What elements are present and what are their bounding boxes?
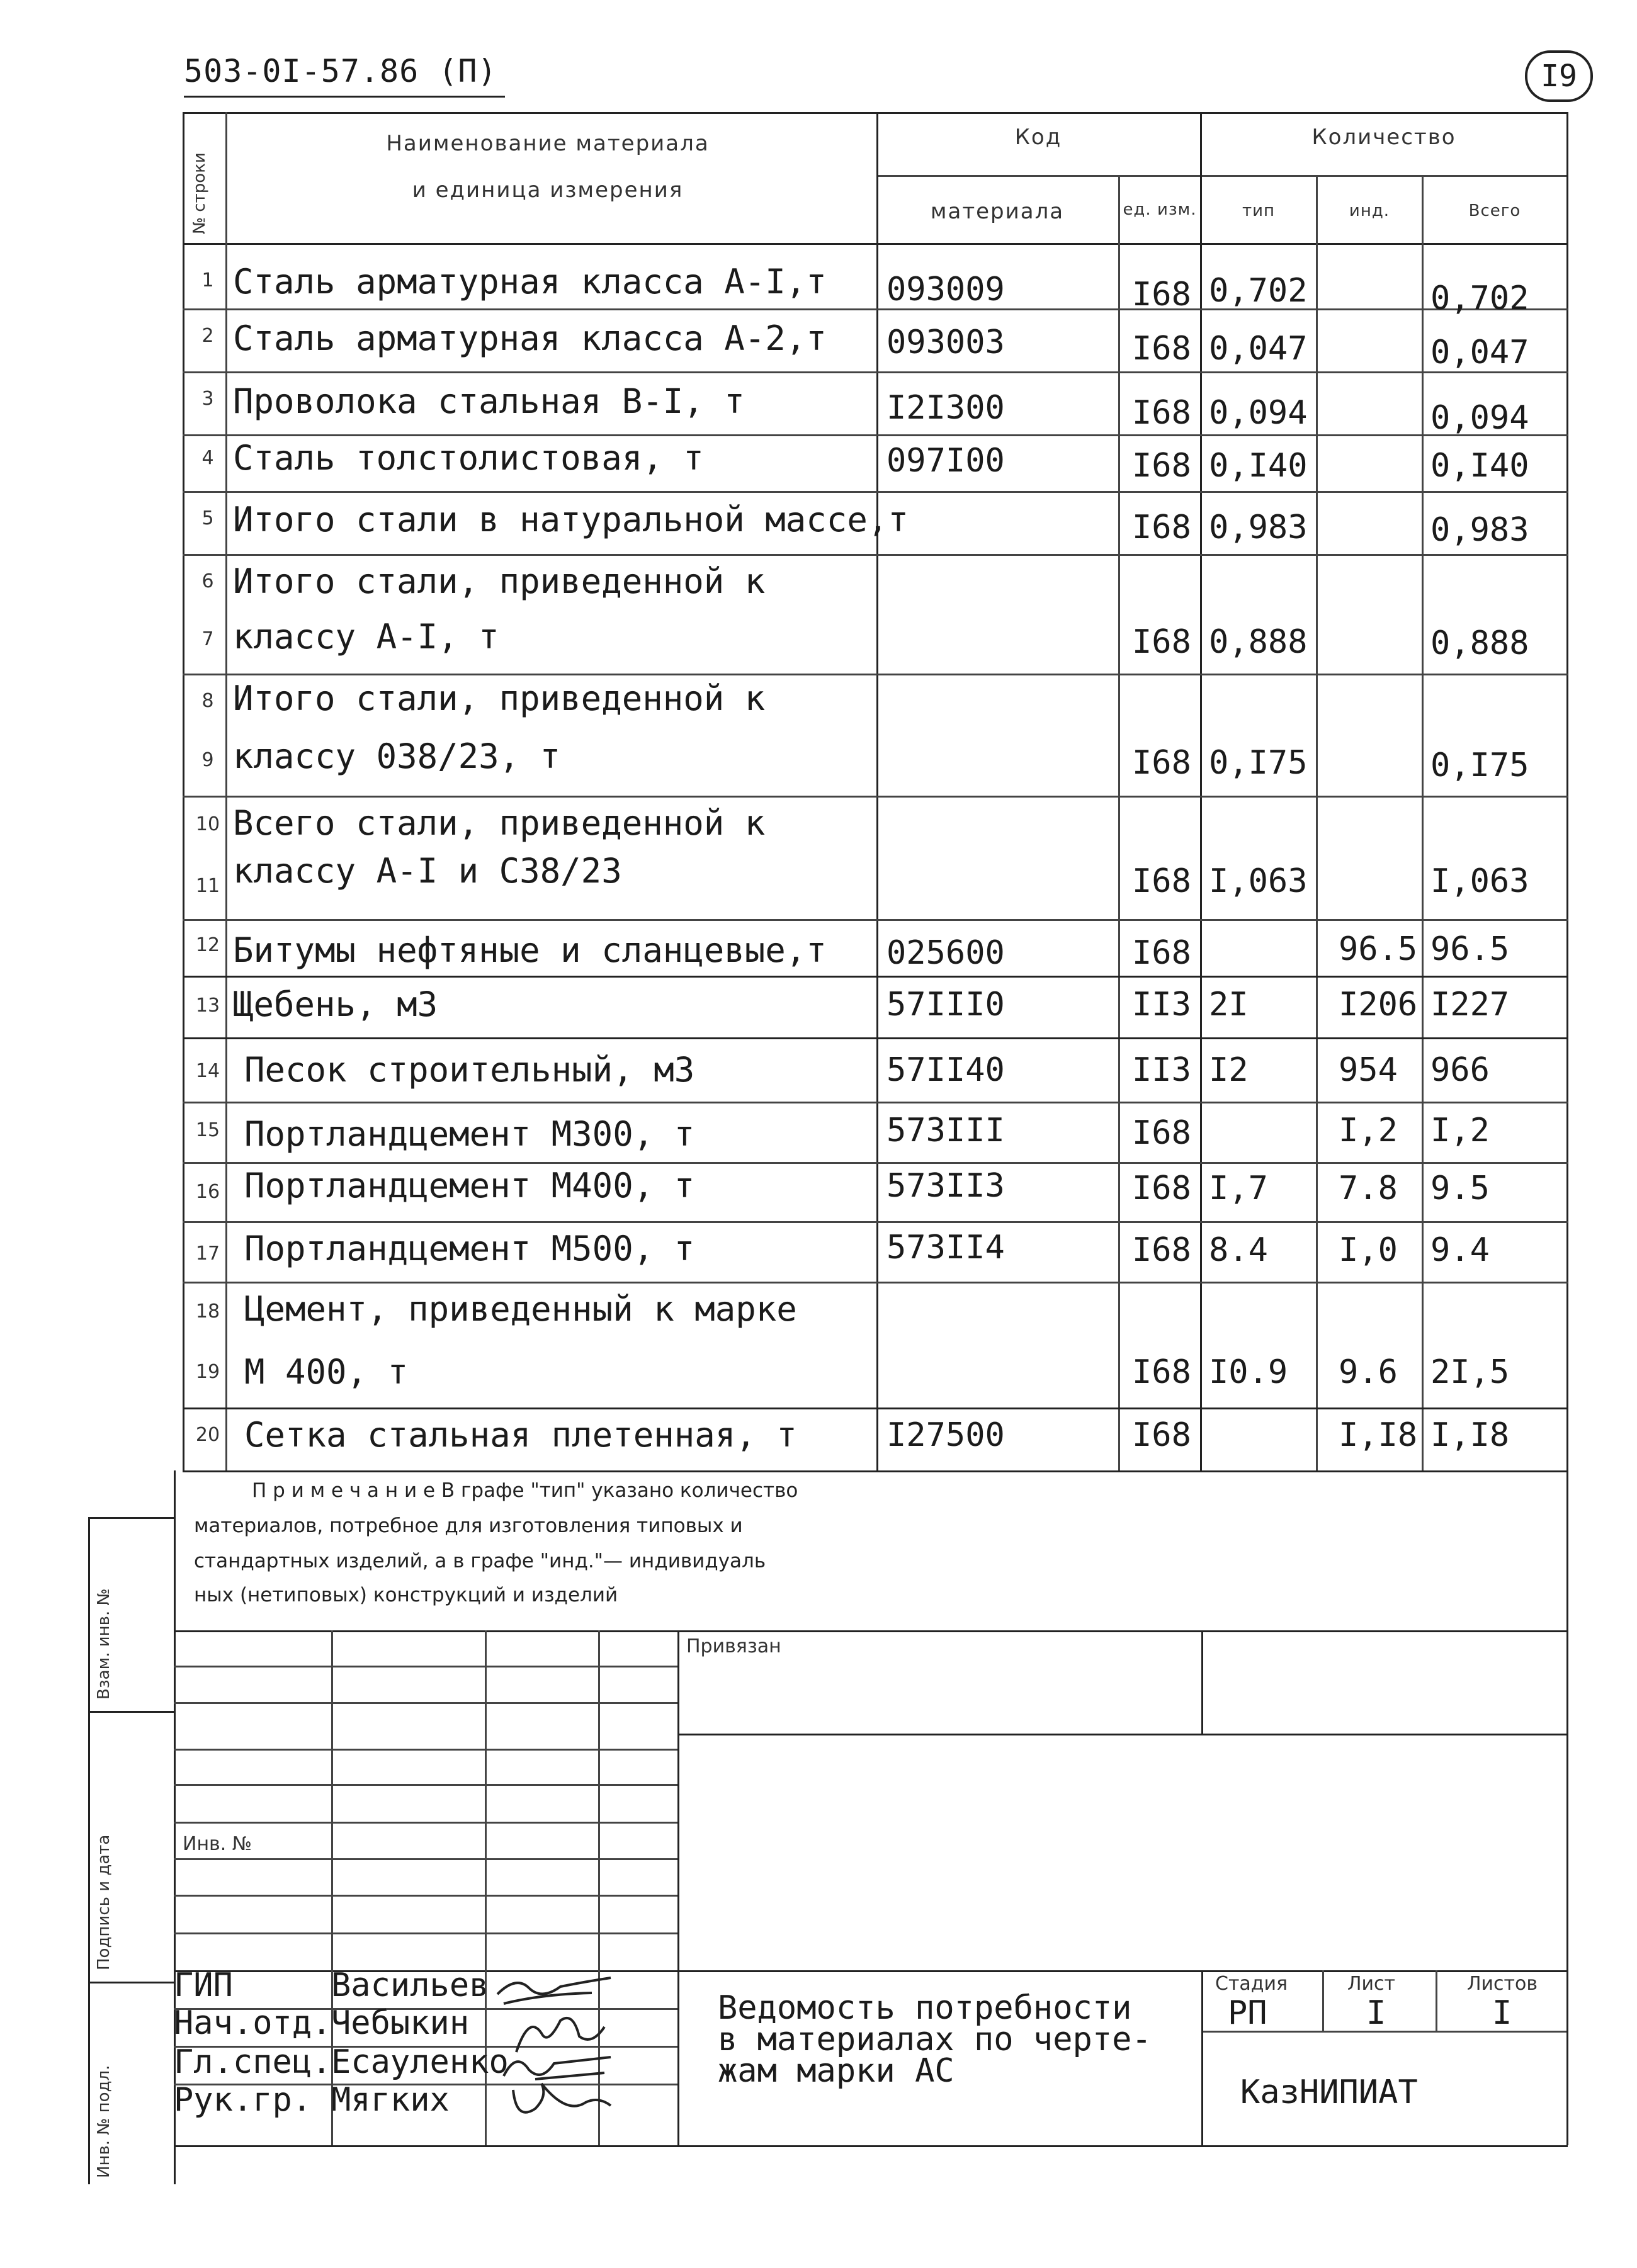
material-name: классу 038/23, т <box>233 736 561 776</box>
row-number: 6 <box>201 570 214 592</box>
inv-no-label: Инв. № <box>183 1833 252 1855</box>
row-number: 8 <box>201 690 214 712</box>
material-name: Портландцемент М400, т <box>244 1166 695 1205</box>
stamp-line <box>174 1702 677 1704</box>
material-name: Сталь толстолистовая, т <box>233 438 704 478</box>
qty-typ: 0,047 <box>1209 330 1308 368</box>
material-code: 573II3 <box>886 1167 1005 1205</box>
side-line <box>88 1982 175 1983</box>
row-line <box>183 796 1568 798</box>
qty-ind: 96.5 <box>1339 930 1418 968</box>
header-total: Всего <box>1468 201 1521 220</box>
qty-total: 0,I75 <box>1430 747 1529 784</box>
header-typ: тип <box>1242 201 1276 220</box>
row-line <box>183 371 1568 373</box>
unit-code: I68 <box>1132 394 1191 432</box>
material-name: Итого стали, приведенной к <box>233 679 766 718</box>
material-code: 57III0 <box>886 986 1005 1024</box>
stamp-col <box>1436 1970 1437 2031</box>
row-number: 17 <box>195 1243 220 1265</box>
stamp-line <box>174 2145 1568 2147</box>
side-label-vzam: Взам. инв. № <box>94 1588 113 1700</box>
stamp-col <box>1322 1970 1324 2031</box>
side-line <box>88 1711 175 1713</box>
note-line: ных (нетиповых) конструкций и изделий <box>194 1584 618 1606</box>
material-code: 025600 <box>886 934 1005 972</box>
qty-typ: 0,888 <box>1209 623 1308 661</box>
row-number: 5 <box>201 507 214 529</box>
material-code: 573II4 <box>886 1229 1005 1267</box>
unit-code: I68 <box>1132 276 1191 313</box>
drawing-title-line3: жам марки АС <box>718 2052 954 2090</box>
stamp-line <box>174 1784 677 1786</box>
material-name: Сталь арматурная класса A-2,т <box>233 319 827 358</box>
material-code: I2I300 <box>886 389 1005 427</box>
col-divider <box>876 112 878 1472</box>
material-name: Итого стали, приведенной к <box>233 561 766 601</box>
drawing-title-line1: Ведомость потребности <box>718 1989 1132 2027</box>
qty-total: 0,I40 <box>1430 447 1529 485</box>
row-line <box>183 674 1568 675</box>
col-divider <box>1200 112 1202 1472</box>
header-unit: ед. изм. <box>1123 200 1197 219</box>
material-code: 093003 <box>886 324 1005 361</box>
qty-total: 0,702 <box>1430 279 1529 317</box>
col-divider <box>225 112 227 1472</box>
sheets-value: I <box>1492 1994 1512 2032</box>
row-number: 20 <box>195 1424 220 1446</box>
material-name: Сетка стальная плетенная, т <box>244 1415 797 1455</box>
qty-total: I227 <box>1430 986 1510 1024</box>
stamp-line <box>174 1822 677 1824</box>
qty-total: 0,047 <box>1430 334 1529 371</box>
qty-total: 9.5 <box>1430 1170 1490 1207</box>
unit-code: I68 <box>1132 623 1191 661</box>
row-number: 10 <box>195 813 220 835</box>
side-line <box>88 1517 175 1519</box>
unit-code: I68 <box>1132 862 1191 900</box>
stamp-line <box>174 1630 1568 1632</box>
row-number: 18 <box>195 1300 220 1323</box>
header-bottom-line <box>183 243 1568 245</box>
header-ind: инд. <box>1349 201 1390 220</box>
qty-total: 0,983 <box>1430 511 1529 549</box>
qty-ind: I,I8 <box>1339 1416 1418 1454</box>
col-divider <box>1316 175 1318 1472</box>
material-name: М 400, т <box>244 1352 409 1392</box>
qty-total: 0,888 <box>1430 624 1529 662</box>
table-left-border <box>183 112 184 1472</box>
stamp-col <box>1201 1970 1203 2145</box>
row-line <box>183 1037 1568 1039</box>
role-gl-spec: Гл.спец. <box>174 2043 332 2081</box>
header-name-line1: Наименование материала <box>386 131 710 156</box>
row-number: 7 <box>201 628 214 650</box>
stamp-line <box>174 1666 677 1667</box>
material-name: Портландцемент М500, т <box>244 1229 695 1268</box>
sheet-label: Лист <box>1347 1973 1396 1995</box>
row-line <box>183 1282 1568 1284</box>
row-line <box>183 1102 1568 1103</box>
material-name: классу A-I, т <box>233 617 499 657</box>
row-line <box>183 491 1568 493</box>
stamp-line <box>174 1895 677 1897</box>
role-gip: ГИП <box>174 1966 233 2004</box>
qty-typ: 0,702 <box>1209 272 1308 310</box>
material-name: Проволока стальная B-I, т <box>233 381 745 421</box>
name-gl-spec: Есауленко <box>331 2043 509 2081</box>
qty-total: 2I,5 <box>1430 1353 1510 1391</box>
qty-typ: I,7 <box>1209 1170 1268 1207</box>
row-line <box>183 434 1568 436</box>
unit-code: I68 <box>1132 1416 1191 1454</box>
material-code: 097I00 <box>886 442 1005 480</box>
stamp-line <box>677 1734 1568 1735</box>
unit-code: I68 <box>1132 330 1191 368</box>
qty-total: I,063 <box>1430 862 1529 900</box>
qty-ind: I,0 <box>1339 1231 1398 1269</box>
col-divider <box>1118 175 1120 1472</box>
row-number: 3 <box>201 388 214 410</box>
row-number: 19 <box>195 1361 220 1383</box>
material-name: классу A-I и C38/23 <box>233 851 622 891</box>
stage-value: РП <box>1228 1994 1267 2032</box>
qty-total: I,I8 <box>1430 1416 1510 1454</box>
qty-typ: I2 <box>1209 1051 1249 1089</box>
header-material: материала <box>930 199 1065 224</box>
stage-label: Стадия <box>1215 1973 1288 1995</box>
row-line <box>183 308 1568 310</box>
name-ruk-gr: Мягких <box>331 2081 450 2119</box>
stamp-col <box>677 1630 679 2145</box>
row-line <box>183 1162 1568 1164</box>
qty-typ: 0,I40 <box>1209 447 1308 485</box>
material-name: Всего стали, приведенной к <box>233 803 766 843</box>
material-code: I27500 <box>886 1416 1005 1454</box>
row-number: 4 <box>201 447 214 469</box>
qty-typ: I,063 <box>1209 862 1308 900</box>
table-bottom-line <box>183 1470 1568 1472</box>
side-label-inv: Инв. № подл. <box>94 2065 113 2178</box>
unit-code: I68 <box>1132 1170 1191 1207</box>
qty-total: 966 <box>1430 1051 1490 1089</box>
material-name: Битумы нефтяные и сланцевые,т <box>233 930 827 970</box>
side-label-podpis: Подпись и дата <box>94 1834 113 1970</box>
material-name: Цемент, приведенный к марке <box>244 1289 797 1329</box>
qty-total: 96.5 <box>1430 930 1510 968</box>
role-ruk-gr: Рук.гр. <box>174 2081 312 2119</box>
row-number: 13 <box>195 995 220 1017</box>
unit-code: II3 <box>1132 986 1191 1024</box>
qty-ind: 954 <box>1339 1051 1398 1089</box>
signature-gip <box>491 1969 617 2013</box>
unit-code: II3 <box>1132 1051 1191 1089</box>
note-line: П р и м е ч а н и е В графе "тип" указано количество <box>252 1479 798 1502</box>
material-name: Портландцемент М300, т <box>244 1114 695 1154</box>
note-line: материалов, потребное для изготовления типовых и <box>194 1515 743 1537</box>
row-line <box>183 1408 1568 1409</box>
qty-ind: 7.8 <box>1339 1170 1398 1207</box>
stamp-line <box>174 1858 677 1860</box>
qty-typ: 0,983 <box>1209 509 1308 546</box>
material-code: 093009 <box>886 271 1005 308</box>
col-divider <box>1422 175 1424 1472</box>
sheet-number-circle: I9 <box>1525 50 1593 102</box>
table-right-border <box>1566 112 1568 1472</box>
row-number: 9 <box>201 749 214 771</box>
row-line <box>183 919 1568 921</box>
unit-code: I68 <box>1132 1231 1191 1269</box>
unit-code: I68 <box>1132 744 1191 782</box>
row-number: 16 <box>195 1181 220 1203</box>
header-divider <box>876 175 1568 177</box>
row-line <box>183 554 1568 556</box>
material-code: 57II40 <box>886 1051 1005 1089</box>
header-code: Код <box>1014 125 1062 150</box>
signature-ruk-gr <box>504 2077 617 2128</box>
header-quantity: Количество <box>1311 125 1456 150</box>
unit-code: I68 <box>1132 1114 1191 1152</box>
document-code: 503-0I-57.86 (П) <box>184 53 497 89</box>
sheet-value: I <box>1366 1994 1386 2032</box>
qty-typ: 0,094 <box>1209 394 1308 432</box>
header-row-no: № строки <box>190 152 209 234</box>
qty-total: I,2 <box>1430 1112 1490 1149</box>
material-name: Щебень, м3 <box>233 984 438 1024</box>
row-line <box>183 976 1568 978</box>
stamp-line <box>174 1749 677 1751</box>
name-gip: Васильев <box>331 1966 489 2004</box>
drawing-title-line2: в материалах по черте- <box>718 2021 1152 2058</box>
role-nach-otd: Нач.отд. <box>174 2004 332 2042</box>
qty-total: 0,094 <box>1430 399 1529 437</box>
row-number: 14 <box>195 1060 220 1082</box>
qty-typ: 2I <box>1209 986 1249 1024</box>
sheets-label: Листов <box>1467 1973 1538 1995</box>
material-code: 573III <box>886 1112 1005 1149</box>
row-line <box>183 1221 1568 1223</box>
material-name: Итого стали в натуральной массе,т <box>233 500 909 539</box>
table-border <box>183 112 1568 114</box>
privyazan-label: Привязан <box>686 1635 781 1657</box>
unit-code: I68 <box>1132 447 1191 485</box>
unit-code: I68 <box>1132 1353 1191 1391</box>
stamp-col <box>1201 1630 1203 1734</box>
stamp-line <box>174 1932 677 1934</box>
row-number: 12 <box>195 934 220 956</box>
organization-name: КазНИПИАТ <box>1240 2073 1418 2111</box>
unit-code: I68 <box>1132 509 1191 546</box>
qty-ind: I,2 <box>1339 1112 1398 1149</box>
qty-typ: 0,I75 <box>1209 744 1308 782</box>
row-number: 2 <box>201 325 214 347</box>
row-number: 1 <box>201 269 214 291</box>
qty-ind: I206 <box>1339 986 1418 1024</box>
stamp-col <box>1566 1470 1568 2145</box>
qty-total: 9.4 <box>1430 1231 1490 1269</box>
qty-ind: 9.6 <box>1339 1353 1398 1391</box>
material-name: Сталь арматурная класса A-I,т <box>233 262 827 302</box>
row-number: 11 <box>195 875 220 897</box>
material-name: Песок строительный, м3 <box>244 1050 695 1090</box>
qty-typ: 8.4 <box>1209 1231 1268 1269</box>
row-number: 15 <box>195 1119 220 1141</box>
qty-typ: I0.9 <box>1209 1353 1288 1391</box>
code-underline <box>184 96 505 98</box>
side-border <box>88 1517 90 2184</box>
note-line: стандартных изделий, а в графе "инд."— индивидуаль <box>194 1550 766 1572</box>
header-name-line2: и единица измерения <box>412 178 684 203</box>
name-nach-otd: Чебыкин <box>331 2004 470 2042</box>
unit-code: I68 <box>1132 934 1191 972</box>
